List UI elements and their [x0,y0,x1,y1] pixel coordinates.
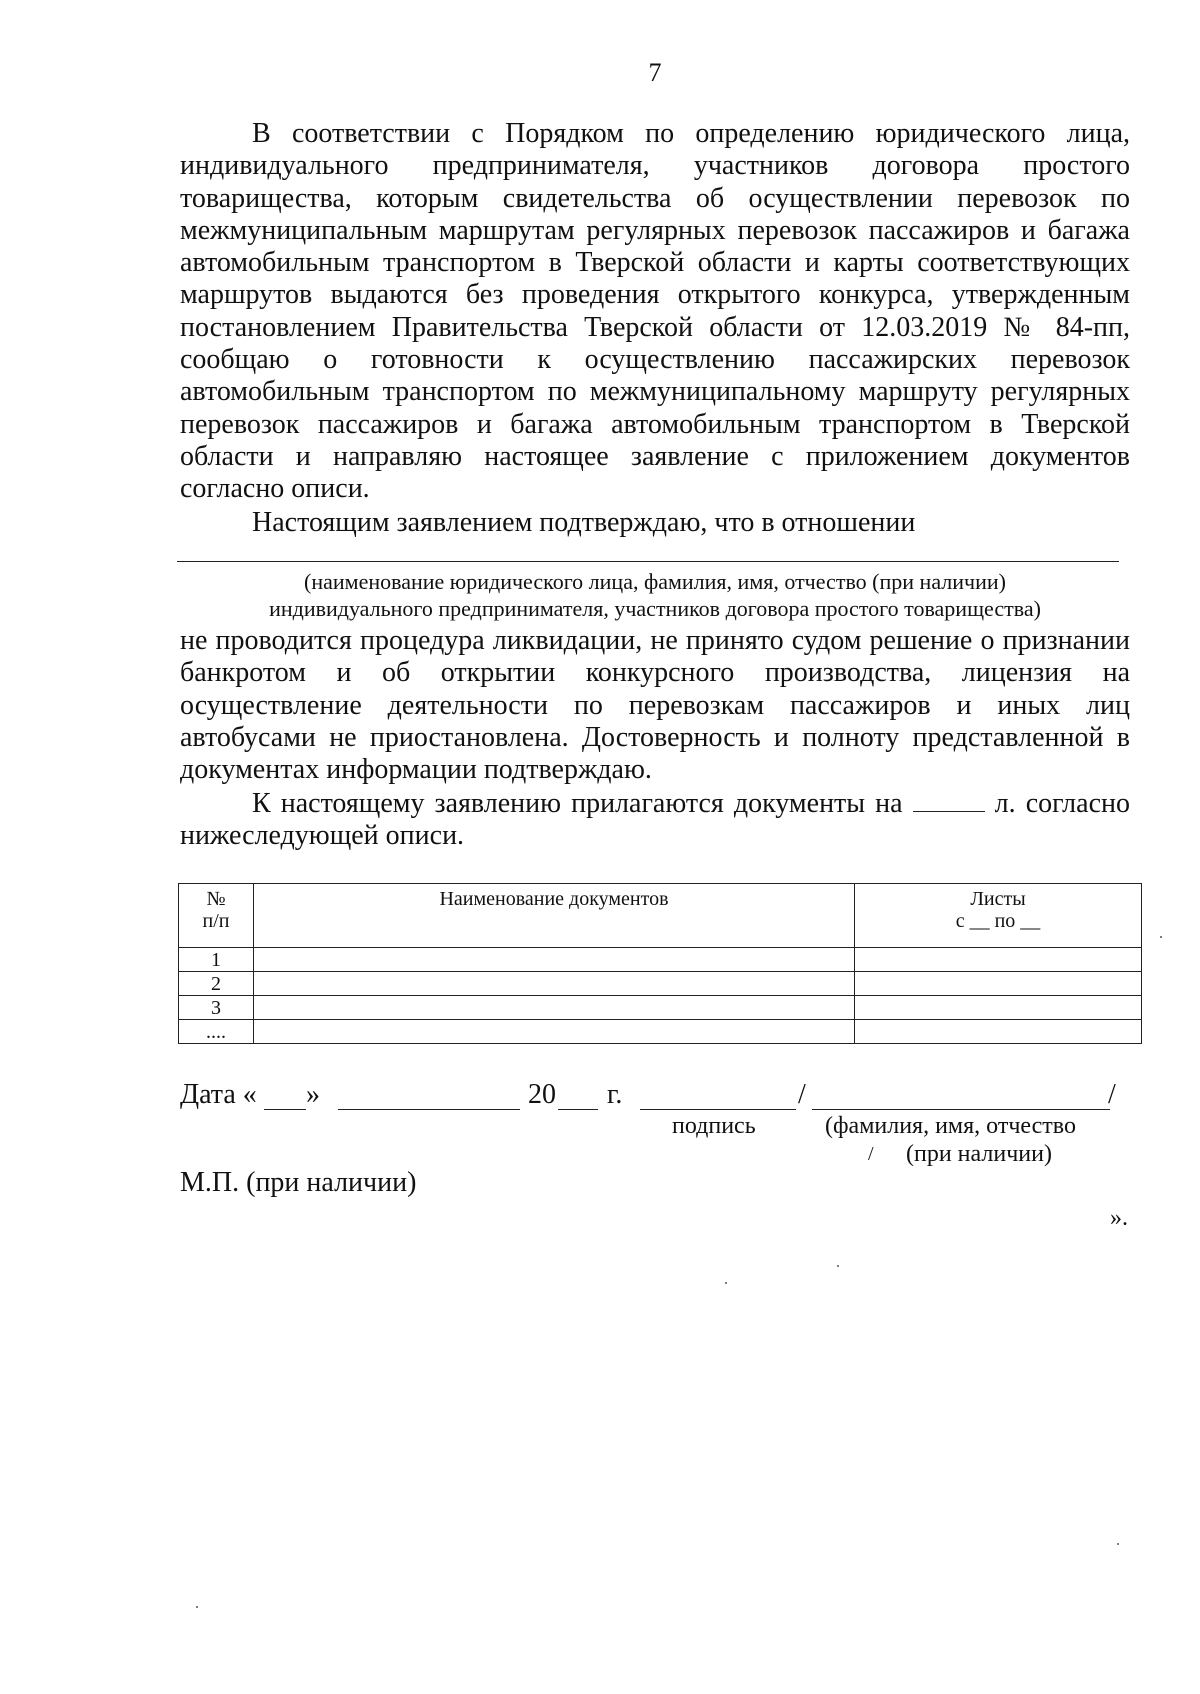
paragraph-application-intro [180,118,1130,506]
signature-caption: подпись [672,1113,756,1139]
table-row [179,1020,1142,1044]
scan-speck [1160,936,1162,938]
scan-speck [196,1606,198,1608]
year-blank[interactable] [558,1109,598,1110]
documents-table [178,883,1142,1044]
paragraph-confirmation [180,507,1130,539]
scan-speck [725,1282,727,1284]
fio-caption-line-1: (фамилия, имя, отчество [825,1113,1076,1139]
table-header-row [179,884,1142,948]
row-number: .... [179,1020,254,1044]
attachments-text-before: К настоящему заявлению прилагаются документы на [252,788,903,819]
row-number: 2 [179,972,254,996]
table-row [179,948,1142,972]
signature-slash-left: / [798,1079,806,1110]
row-sheets[interactable] [855,1020,1142,1044]
fio-caption-slash: / [868,1143,874,1165]
header-number-line1: № [206,888,226,910]
page-number: 7 [648,58,662,87]
header-number-line2: п/п [202,910,230,932]
scan-speck [1117,1543,1119,1545]
row-sheets[interactable] [855,996,1142,1020]
year-suffix: г. [607,1079,623,1110]
scan-speck [837,1265,839,1267]
applicant-caption-line-1: (наименование юридического лица, фамилия, имя, отчество (при наличии) [304,569,1006,594]
applicant-caption-line-2: индивидуального предпринимателя, участников договора простого товарищества) [269,596,1041,621]
fio-caption-line-2: (при наличии) [906,1141,1052,1167]
paragraph-text: Настоящим заявлением подтверждаю, что в отношении [252,507,916,538]
paragraph-no-liquidation [180,625,1130,786]
closing-quote: ». [1110,1205,1128,1231]
header-sheets-line1: Листы [970,888,1026,910]
attachments-text-after: л. согласно нижеследующей описи. [180,788,1130,852]
date-day-blank[interactable] [264,1109,306,1110]
row-sheets[interactable] [855,948,1142,972]
sheet-count-blank[interactable] [913,789,985,812]
row-document-name[interactable] [254,1020,855,1044]
signature-slash-right: / [1108,1079,1116,1110]
header-sheets [855,884,1142,948]
row-document-name[interactable] [254,948,855,972]
header-sheets-line2: с __ по __ [955,910,1041,932]
stamp-label: М.П. (при наличии) [180,1167,417,1198]
paragraph-attachments [180,788,1130,853]
year-prefix: 20 [528,1079,556,1110]
table-row [179,972,1142,996]
date-label: Дата « [180,1079,257,1110]
table-row [179,996,1142,1020]
fio-blank[interactable] [812,1109,1110,1110]
date-month-blank[interactable] [338,1109,520,1110]
paragraph-text [180,788,1130,853]
row-document-name[interactable] [254,996,855,1020]
row-document-name[interactable] [254,972,855,996]
header-document-name: Наименование документов [254,884,855,948]
row-sheets[interactable] [855,972,1142,996]
row-number: 3 [179,996,254,1020]
date-close-quote: » [306,1079,320,1110]
row-number: 1 [179,948,254,972]
paragraph-text: не проводится процедура ликвидации, не принято судом решение о признании банкротом и об открытии конкурсного производства, лицензия на осуществление деятельности по перевозкам пассажиров и иных лиц автобусами не приостановлена. Достоверность и полноту представленной в документах информации подтверждаю. [180,625,1130,786]
header-number [179,884,254,948]
signature-blank[interactable] [640,1109,796,1110]
applicant-name-line[interactable] [177,561,1119,562]
paragraph-text: В соответствии с Порядком по определению юридического лица, индивидуального предпринимателя, участников договора простого товарищества, которым свидетельства об осуществлении перевозок по межмуниципальным маршрутам регулярных перевозок пассажиров и багажа автомобильным транспортом в Тверской области и карты соответствующих маршрутов выдаются без проведения открытого конкурса, утвержденным постановлением Правительства Тверской области от 12.03.2019 № 84-пп, сообщаю о готовности к осуществлению пассажирских перевозок автомобильным транспортом по межмуниципальному маршруту регулярных перевозок пассажиров и багажа автомобильным транспортом в Тверской области и направляю настоящее заявление с приложением документов согласно описи. [180,118,1130,505]
